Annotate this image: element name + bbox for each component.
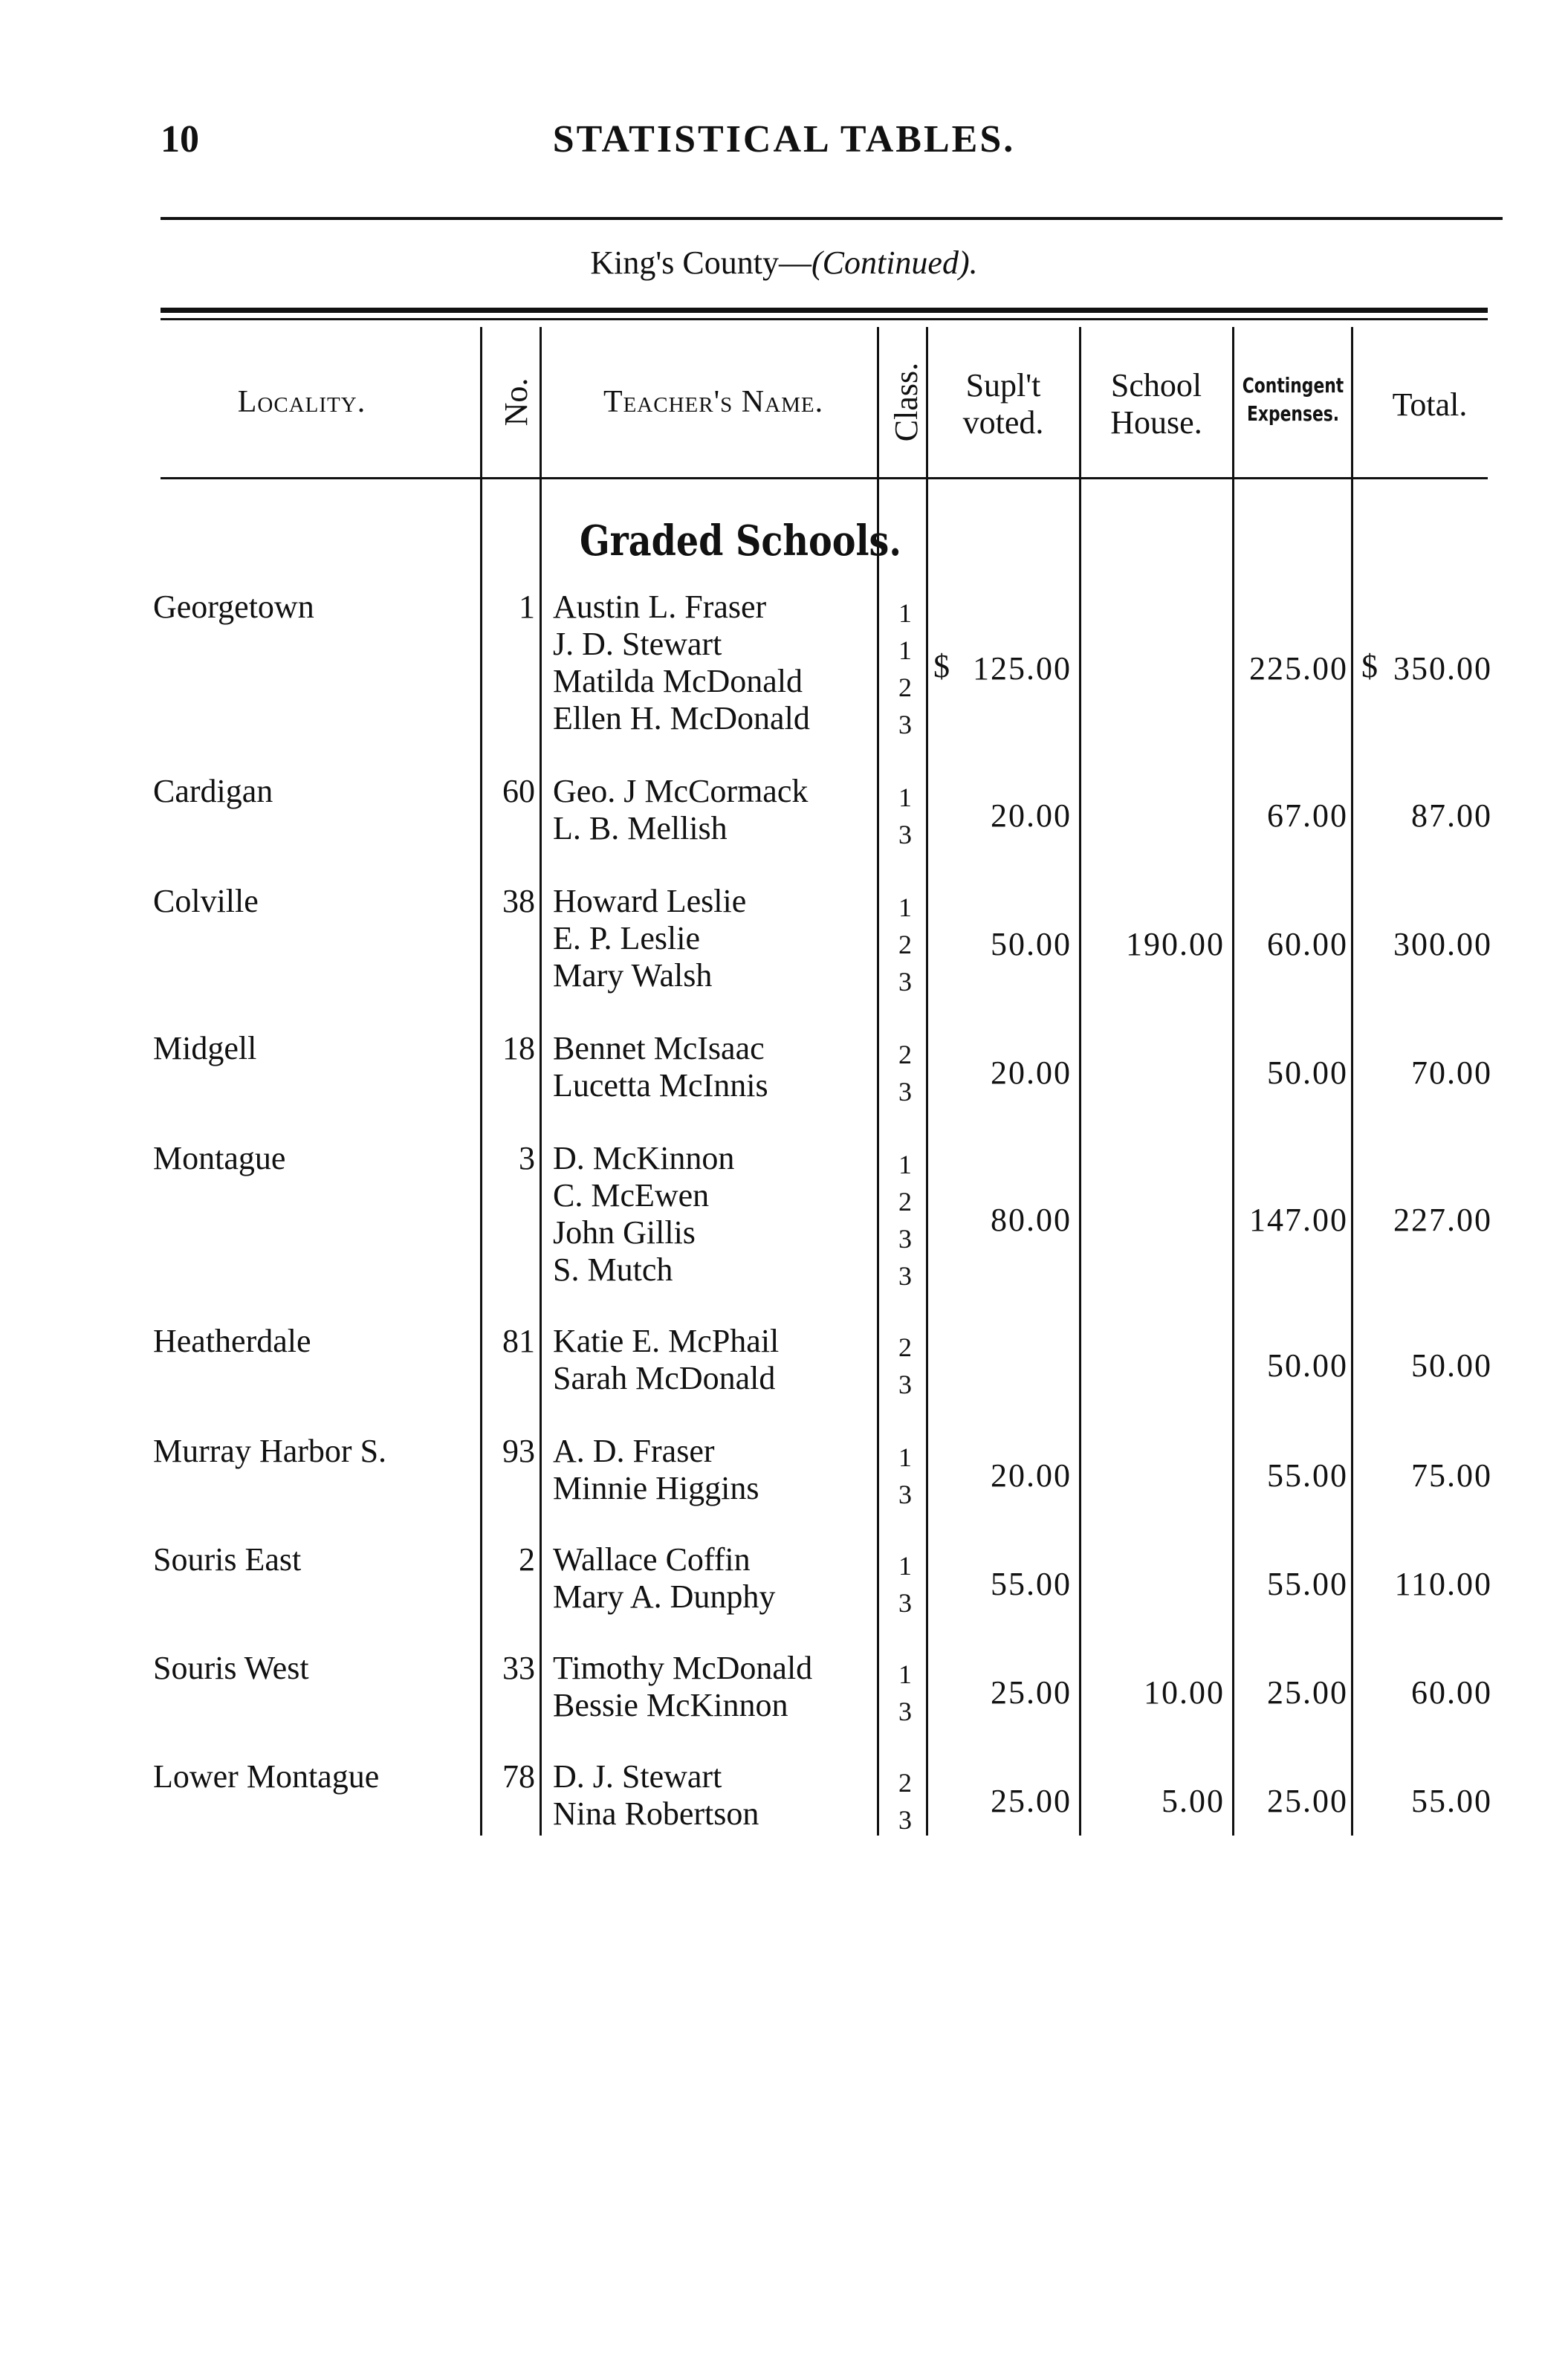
row-class: 1 [898,635,912,665]
row-total: 350.00 [1393,650,1492,687]
row-number: 60 [502,773,535,809]
row-class: 3 [898,1480,912,1509]
section-title: Graded Schools. [580,516,901,566]
col-header-supl-line1: Supl't [965,367,1041,404]
row-contingent: 55.00 [1267,1566,1348,1602]
row-supl-voted: 55.00 [991,1566,1072,1602]
row-supl-voted: 20.00 [991,1055,1072,1091]
row-teacher-name: D. McKinnon [553,1140,735,1176]
header-bottom-rule [161,477,1488,479]
row-total: 50.00 [1411,1347,1492,1384]
row-class: 2 [898,673,912,702]
row-class: 3 [898,1805,912,1835]
row-teacher-name: Nina Robertson [553,1795,759,1832]
row-supl-voted: 20.00 [991,797,1072,834]
row-teacher-name: C. McEwen [553,1177,710,1214]
rule-after-contingent [1351,327,1353,1836]
col-header-supl [929,367,1078,441]
col-header-total: Total. [1392,386,1468,423]
row-class: 1 [898,1551,912,1581]
row-teacher-name: E. P. Leslie [553,920,700,956]
row-class: 3 [898,1370,912,1399]
col-header-contingent-line1: Contingent [1242,373,1344,398]
row-class: 3 [898,1697,912,1726]
row-class: 1 [898,1659,912,1689]
row-teacher-name: Timothy McDonald [553,1650,813,1686]
row-total: 60.00 [1411,1674,1492,1711]
row-total: 75.00 [1411,1457,1492,1494]
row-supl-voted: 80.00 [991,1202,1072,1238]
row-class: 2 [898,1187,912,1217]
row-teacher-name: Howard Leslie [553,883,747,919]
row-class: 1 [898,783,912,812]
rule-after-supl [1079,327,1081,1836]
row-total: 300.00 [1393,926,1492,962]
row-teacher-name: A. D. Fraser [553,1433,715,1469]
row-total: 55.00 [1411,1783,1492,1819]
row-teacher-name: Ellen H. McDonald [553,700,810,736]
row-teacher-name: Matilda McDonald [553,663,803,699]
row-class: 2 [898,1332,912,1362]
row-total: 87.00 [1411,797,1492,834]
row-total: 227.00 [1393,1202,1492,1238]
row-school-house: 5.00 [1162,1783,1225,1819]
row-class: 1 [898,893,912,922]
row-teacher-name: Austin L. Fraser [553,589,767,625]
col-header-house-line2: House. [1110,404,1202,441]
row-supl-voted: 125.00 [973,650,1072,687]
col-header-no: No. [498,378,534,427]
row-contingent: 225.00 [1249,650,1348,687]
row-contingent: 50.00 [1267,1347,1348,1384]
col-header-supl-line2: voted. [962,404,1044,441]
rule-after-no [540,327,542,1836]
subtitle-main: King's County— [590,244,811,281]
row-teacher-name: J. D. Stewart [553,626,722,662]
row-contingent: 67.00 [1267,797,1348,834]
table-subtitle [0,244,1568,282]
page-number: 10 [161,118,199,161]
rule-after-house [1232,327,1234,1836]
row-number: 93 [502,1433,535,1469]
subtitle-continued: (Continued). [811,244,978,281]
row-class: 2 [898,1768,912,1798]
rule-after-locality [480,327,482,1836]
row-locality: Heatherdale [153,1323,311,1359]
col-header-class: Class. [888,362,924,442]
col-header-teacher: Teacher's Name. [603,385,824,419]
row-teacher-name: Bennet McIsaac [553,1030,765,1066]
col-header-contingent [1219,372,1367,428]
row-locality: Midgell [153,1030,257,1066]
row-school-house: 10.00 [1144,1674,1225,1711]
row-locality: Souris East [153,1541,302,1578]
row-number: 38 [502,883,535,919]
row-class: 1 [898,1442,912,1472]
row-class: 2 [898,1040,912,1069]
rule-after-class [926,327,928,1836]
header-double-rule-bottom [161,318,1488,320]
row-supl-voted: 25.00 [991,1783,1072,1819]
row-total: 110.00 [1394,1566,1492,1602]
row-class: 3 [898,1224,912,1254]
row-locality: Murray Harbor S. [153,1433,387,1469]
row-number: 81 [502,1323,535,1359]
row-class: 3 [898,820,912,849]
row-teacher-name: Katie E. McPhail [553,1323,780,1359]
row-teacher-name: Lucetta McInnis [553,1067,768,1104]
row-teacher-name: Mary A. Dunphy [553,1578,776,1615]
row-teacher-name: Wallace Coffin [553,1541,751,1578]
col-header-school-house [1082,367,1231,441]
row-supl-voted: 25.00 [991,1674,1072,1711]
row-teacher-name: D. J. Stewart [553,1758,722,1795]
row-locality: Montague [153,1140,286,1176]
row-supl-voted: 50.00 [991,926,1072,962]
row-contingent: 25.00 [1267,1674,1348,1711]
row-total: 70.00 [1411,1055,1492,1091]
row-class: 3 [898,1261,912,1291]
row-number: 18 [502,1030,535,1066]
running-head: STATISTICAL TABLES. [552,118,1016,161]
row-number: 2 [519,1541,535,1578]
row-contingent: 60.00 [1267,926,1348,962]
row-teacher-name: Geo. J McCormack [553,773,809,809]
col-header-contingent-line2: Expenses. [1246,401,1340,426]
dollar-sign-supl: $ [933,648,950,684]
row-school-house: 190.00 [1126,926,1225,962]
col-header-house-line1: School [1110,367,1202,404]
row-locality: Cardigan [153,773,273,809]
col-header-locality: Locality. [237,385,366,419]
row-contingent: 50.00 [1267,1055,1348,1091]
row-locality: Lower Montague [153,1758,380,1795]
row-number: 3 [519,1140,535,1176]
row-teacher-name: Sarah McDonald [553,1360,776,1396]
row-teacher-name: L. B. Mellish [553,810,728,846]
row-number: 78 [502,1758,535,1795]
row-class: 3 [898,967,912,997]
dollar-sign-total: $ [1361,648,1378,684]
row-contingent: 147.00 [1249,1202,1348,1238]
row-teacher-name: Minnie Higgins [553,1470,759,1506]
row-class: 3 [898,710,912,739]
row-teacher-name: Bessie McKinnon [553,1687,788,1723]
row-teacher-name: S. Mutch [553,1251,673,1288]
row-locality: Souris West [153,1650,309,1686]
row-class: 3 [898,1077,912,1107]
row-number: 33 [502,1650,535,1686]
row-class: 1 [898,1150,912,1179]
row-locality: Georgetown [153,589,314,625]
row-class: 1 [898,598,912,628]
row-class: 3 [898,1588,912,1618]
row-teacher-name: Mary Walsh [553,957,713,994]
top-rule [161,217,1503,220]
row-teacher-name: John Gillis [553,1214,696,1251]
row-number: 1 [519,589,535,625]
row-supl-voted: 20.00 [991,1457,1072,1494]
row-locality: Colville [153,883,259,919]
header-double-rule-top [161,308,1488,313]
row-class: 2 [898,930,912,959]
row-contingent: 25.00 [1267,1783,1348,1819]
row-contingent: 55.00 [1267,1457,1348,1494]
